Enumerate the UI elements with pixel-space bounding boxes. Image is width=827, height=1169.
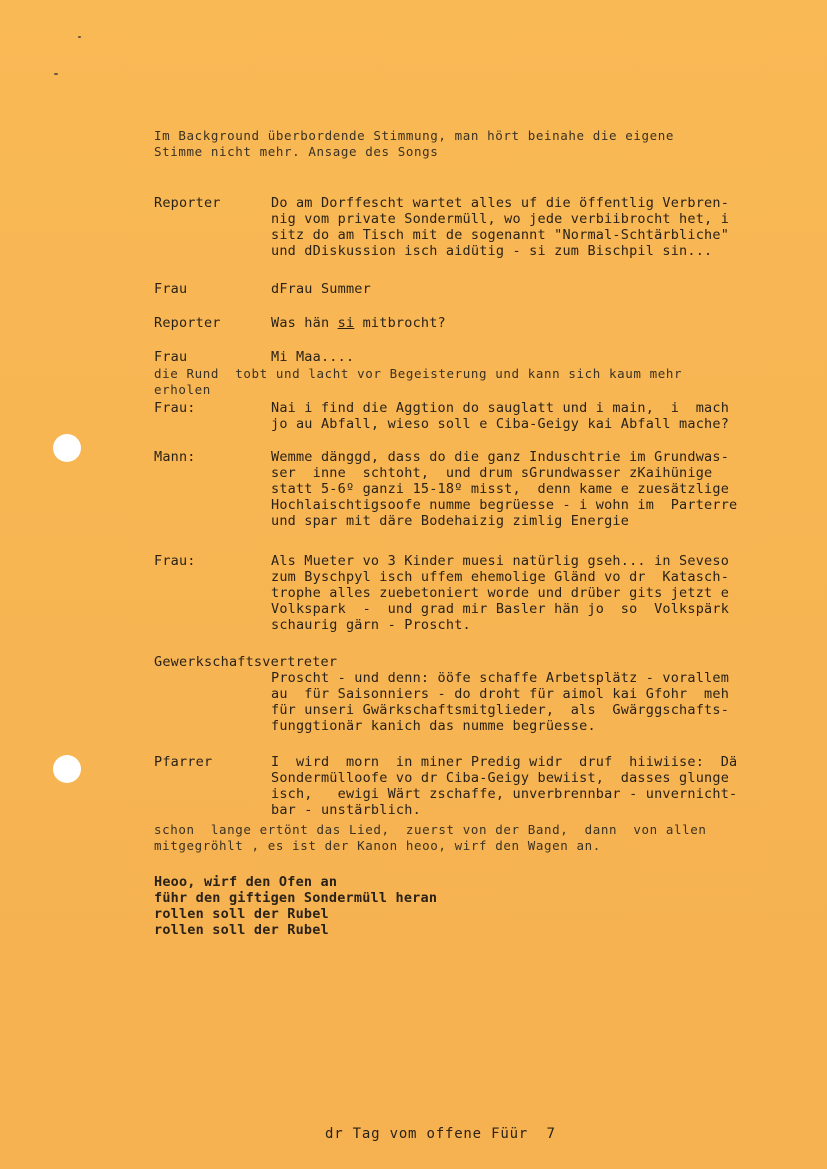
speaker-name: Frau: [154,553,196,569]
speech-text: dFrau Summer [271,281,371,297]
speck [78,36,81,38]
dialogue-line [154,281,744,297]
speaker-name: Frau: [154,400,196,416]
speaker-name: Reporter [154,315,221,331]
stage-note: schon lange ertönt das Lied, zuerst von der Band, dann von allen mitgegröhlt , es ist der Kanon heoo, wirf den Wagen an. [154,822,707,853]
dialogue-line [154,400,744,432]
speaker-name: Pfarrer [154,754,213,770]
dialogue-line [154,195,744,259]
dialogue-line [154,449,744,529]
speech-text: I wird morn in miner Predig widr druf hiiwiise: Dä Sondermülloofe vo dr Ciba-Geigy bewiist, dasses glunge isch, ewigi Wärt zschaffe, unverbrennbar - unvernicht- bar - unstärblich. [271,754,738,818]
underlined-word: si [337,315,355,331]
speaker-name: Gewerkschaftsvertreter [154,654,338,670]
speaker-name: Frau [154,349,188,365]
speech-text: Proscht - und denn: ööfe schaffe Arbetsplätz - vorallem au für Saisonniers - do droht für aimol kai Gfohr meh für unseri Gwärkschaftsmitglieder, als Gwärggschafts- funggtionär kanich das numme begrüesse. [271,670,730,734]
punch-hole-top [53,434,81,462]
dialogue-line [154,315,744,331]
speaker-name: Mann: [154,449,196,465]
speech-text-part: mitbrocht? [354,315,446,331]
speech-text: Wemme dänggd, dass do die ganz Induschtrie im Grundwas- ser inne schtoht, und drum sGrundwasser zKaihünige statt 5-6º ganzi 15-18º misst, denn kame e zuesätzlige Hochlaischtigsoofe numme begrüesse - i wohn im Parterre und spar mit däre Bodehaizig zimlig Energie [271,449,738,529]
intro-stage-note: Im Background überbordende Stimmung, man hört beinahe die eigene Stimme nicht mehr. Ansage des Songs [154,128,675,159]
speck [54,73,58,75]
speech-text-part: Was hän [271,315,338,331]
stage-note: die Rund tobt und lacht vor Begeisterung und kann sich kaum mehr erholen [154,366,683,397]
speech-text: Als Mueter vo 3 Kinder muesi natürlig gseh... in Seveso zum Byschpyl isch uffem ehemolige Gländ vo dr Katasch- trophe alles zuebetoniert worde und drüber gits jetzt e Volkspark - und grad mir Basler hän jo so Volkspärk schaurig gärn - Proscht. [271,553,730,633]
dialogue-line [154,349,744,365]
speech-text: Do am Dorffescht wartet alles uf die öffentlig Verbren- nig vom private Sondermüll, wo jede verbiibrocht het, i sitz do am Tisch mit de sogenannt "Normal-Schtärbliche" und dDiskussion isch aidütig - si zum Bischpil sin... [271,195,730,259]
speech-text [271,315,746,331]
dialogue-line [154,553,744,633]
speech-text: Nai i find die Aggtion do sauglatt und i main, i mach jo au Abfall, wieso soll e Ciba-Geigy kai Abfall mache? [271,400,730,432]
dialogue-line [154,670,744,734]
punch-hole-bottom [53,755,81,783]
speech-text: Mi Maa.... [271,349,355,365]
dialogue-line [154,754,744,818]
page-footer: dr Tag vom offene Füür 7 [325,1126,556,1142]
speaker-name: Reporter [154,195,221,211]
song-lyrics: Heoo, wirf den Ofen an führ den giftigen Sondermüll heran rollen soll der Rubel rollen soll der Rubel [154,874,438,938]
speaker-name: Frau [154,281,188,297]
